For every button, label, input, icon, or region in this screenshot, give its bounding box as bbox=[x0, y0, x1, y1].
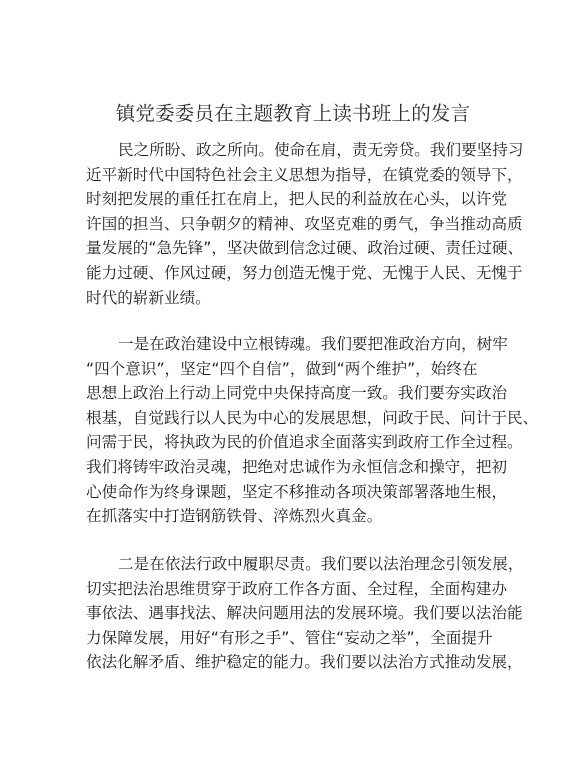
paragraph-line: 我们将铸牢政治灵魂，把绝对忠诚作为永恒信念和操守，把初 bbox=[86, 457, 508, 476]
paragraph-line: 能力过硬、作风过硬，努力创造无愧于党、无愧于人民、无愧于 bbox=[86, 263, 523, 282]
paragraph-line: 时代的崭新业绩。 bbox=[86, 288, 211, 307]
paragraph-line: 根基，自觉践行以人民为中心的发展思想，问政于民、问计于民、 bbox=[86, 408, 539, 427]
paragraph-line: 依法化解矛盾、维护稳定的能力。我们要以法治方式推动发展， bbox=[86, 653, 523, 672]
paragraph-line: 近平新时代中国特色社会主义思想为指导，在镇党委的领导下， bbox=[86, 165, 523, 184]
document-title: 镇党委委员在主题教育上读书班上的发言 bbox=[115, 102, 471, 125]
paragraph-line: 一是在政治建设中立根铸魂。我们要把准政治方向，树牢 bbox=[118, 335, 508, 353]
paragraph-2 bbox=[86, 332, 539, 529]
paragraph-line: 民之所盼、政之所向。使命在肩，责无旁贷。我们要坚持习 bbox=[118, 141, 524, 159]
paragraph-line: 许国的担当、只争朝夕的精神、攻坚克难的勇气，争当推动高质 bbox=[86, 214, 523, 233]
paragraph-line: 问需于民，将执政为民的价值追求全面落实到政府工作全过程。 bbox=[86, 433, 523, 452]
paragraph-line: 时刻把发展的重任扛在肩上，把人民的利益放在心头，以许党 bbox=[86, 190, 508, 209]
paragraph-3 bbox=[86, 552, 524, 675]
paragraph-line: 心使命作为终身课题，坚定不移推动各项决策部署落地生根， bbox=[86, 482, 508, 501]
paragraph-line: “四个意识”，坚定“四个自信”，做到“两个维护”，始终在 bbox=[86, 359, 478, 378]
paragraph-line: 事依法、遇事找法、解决问题用法的发展环境。我们要以法治能 bbox=[86, 604, 523, 623]
paragraph-line: 在抓落实中打造钢筋铁骨、淬炼烈火真金。 bbox=[86, 507, 383, 526]
paragraph-1 bbox=[86, 138, 524, 310]
paragraph-line: 量发展的“急先锋”，坚决做到信念过硬、政治过硬、责任过硬、 bbox=[86, 239, 524, 258]
paragraph-line: 思想上政治上行动上同党中央保持高度一致。我们要夯实政治 bbox=[86, 384, 508, 403]
paragraph-line: 切实把法治思维贯穿于政府工作各方面、全过程，全面构建办 bbox=[86, 579, 508, 598]
paragraph-line: 二是在依法行政中履职尽责。我们要以法治理念引领发展， bbox=[118, 555, 524, 573]
paragraph-line: 力保障发展，用好“有形之手”、管住“妄动之举”，全面提升 bbox=[86, 628, 493, 647]
